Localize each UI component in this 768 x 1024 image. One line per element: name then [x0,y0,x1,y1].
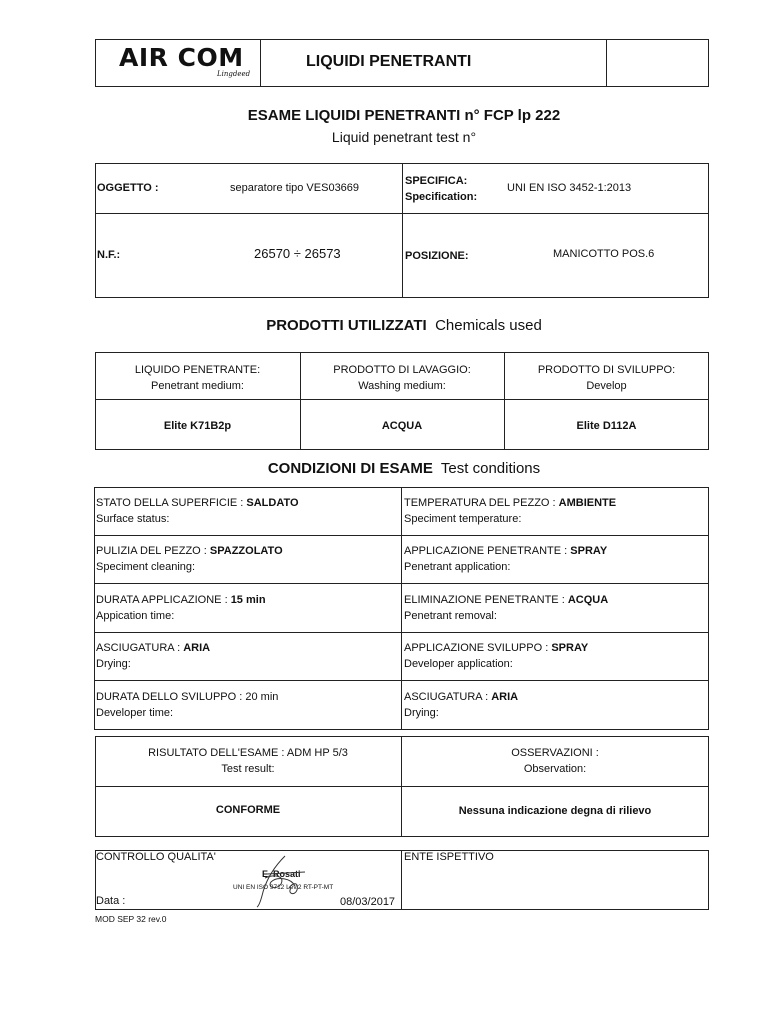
observation-label-en: Observation: [523,763,587,775]
signature-cert: UNI EN ISO 9712 Lev.2 RT-PT-MT [233,884,334,891]
inspector-label: ENTE ISPETTIVO [404,851,494,863]
condition-value: ARIA [183,642,211,654]
conditions-row-line [94,632,709,633]
penetrant-label-it: LIQUIDO PENETRANTE: [134,364,261,376]
header-divider-1 [260,39,261,87]
module-code: MOD SEP 32 rev.0 [95,914,167,924]
products-divider-h [95,399,709,400]
qc-label: CONTROLLO QUALITA' [96,851,216,863]
condition-label-en: Developer time: [96,707,174,719]
company-logo-subtext: Lingdeed [217,70,251,78]
washing-value: ACQUA [381,420,423,432]
condition-left [96,495,299,527]
specifica-value: UNI EN ISO 3452-1:2013 [507,182,632,194]
condition-label-en: Drying: [96,658,131,670]
products-heading-en: Chemicals used [435,317,542,334]
info-divider-v [402,163,403,298]
data-label: Data : [96,895,126,907]
specifica-label-en: Specification: [405,191,478,203]
washing-label-en: Washing medium: [358,380,446,392]
condition-label: STATO DELLA SUPERFICIE : [96,497,247,509]
condition-value: SPRAY [570,545,608,557]
condition-label-en: Drying: [404,707,439,719]
conditions-heading [0,460,768,477]
condition-left [96,640,210,672]
condition-right [404,495,616,527]
exam-subtitle: Liquid penetrant test n° [331,129,477,145]
condition-value: SPAZZOLATO [209,545,283,557]
penetrant-label-en: Penetrant medium: [151,380,244,392]
condition-value: SALDATO [246,497,299,509]
developer-label-it: PRODOTTO DI SVILUPPO: [537,364,676,376]
condition-label: APPLICAZIONE SVILUPPO : [404,642,552,654]
footer-divider-v [401,850,402,910]
condition-value: ACQUA [567,594,609,606]
info-divider-h [95,213,709,214]
result-label [95,745,401,777]
posizione-label: POSIZIONE: [405,250,469,262]
developer-label-en: Develop [586,380,627,392]
date-value: 08/03/2017 [340,896,396,908]
oggetto-label: OGGETTO : [97,182,159,194]
observation-label-it: OSSERVAZIONI : [511,747,599,759]
conditions-row-line [94,583,709,584]
result-divider-h [95,786,709,787]
condition-label: ASCIUGATURA : [96,642,184,654]
condition-label-en: Penetrant removal: [404,610,497,622]
condition-label: ASCIUGATURA : [404,691,492,703]
condition-label-en: Penetrant application: [404,561,511,573]
products-heading [0,317,768,334]
condition-value: 15 min [230,594,266,606]
condition-label: ELIMINAZIONE PENETRANTE : [404,594,568,606]
condition-label: DURATA APPLICAZIONE : [96,594,231,606]
condition-label-en: Speciment temperature: [404,513,522,525]
condition-left [96,592,266,624]
condition-label-en: Appication time: [96,610,175,622]
posizione-value: MANICOTTO POS.6 [553,248,655,260]
condition-label: PULIZIA DEL PEZZO : [96,545,210,557]
nf-value: 26570 ÷ 26573 [254,246,341,261]
conditions-row-line [94,535,709,536]
result-value: CONFORME [215,804,281,816]
product-col-washing [300,362,504,394]
penetrant-value: Elite K71B2p [163,420,232,432]
signature-icon [245,852,325,908]
condition-left [96,543,283,575]
oggetto-value: separatore tipo VES03669 [230,182,360,194]
nf-label: N.F.: [97,249,121,261]
condition-right [404,640,588,672]
conditions-heading-en: Test conditions [440,460,541,477]
conditions-divider-v [401,487,402,730]
condition-label: APPLICAZIONE PENETRANTE : [404,545,571,557]
condition-left [96,689,278,721]
header-title: LIQUIDI PENETRANTI [306,53,472,70]
specifica-label [405,173,477,205]
condition-right [404,592,608,624]
products-heading-it: PRODOTTI UTILIZZATI [266,317,427,334]
condition-value: AMBIENTE [558,497,617,509]
conditions-heading-it: CONDIZIONI DI ESAME [267,460,433,477]
conditions-row-line [94,680,709,681]
condition-label-en: Developer application: [404,658,513,670]
condition-label-en: Speciment cleaning: [96,561,196,573]
condition-right [404,689,518,721]
observation-value: Nessuna indicazione degna di rilievo [458,805,652,817]
developer-value: Elite D112A [576,420,637,432]
product-col-developer [504,362,709,394]
condition-value: ARIA [491,691,519,703]
header-divider-2 [606,39,607,87]
result-label-it: RISULTATO DELL'ESAME : ADM HP 5/3 [148,747,348,759]
condition-label: DURATA DELLO SVILUPPO : 20 min [96,691,279,703]
observation-label [401,745,709,777]
condition-label-en: Surface status: [96,513,170,525]
product-col-penetrant [95,362,300,394]
condition-label: TEMPERATURA DEL PEZZO : [404,497,559,509]
result-label-en: Test result: [221,763,275,775]
condition-value: SPRAY [551,642,589,654]
washing-label-it: PRODOTTO DI LAVAGGIO: [333,364,471,376]
signature-name: E. Rosati [262,869,301,879]
exam-title: ESAME LIQUIDI PENETRANTI n° FCP lp 222 [247,107,561,124]
condition-right [404,543,607,575]
specifica-label-it: SPECIFICA: [405,175,468,187]
company-logo: AIR COM [119,43,244,72]
